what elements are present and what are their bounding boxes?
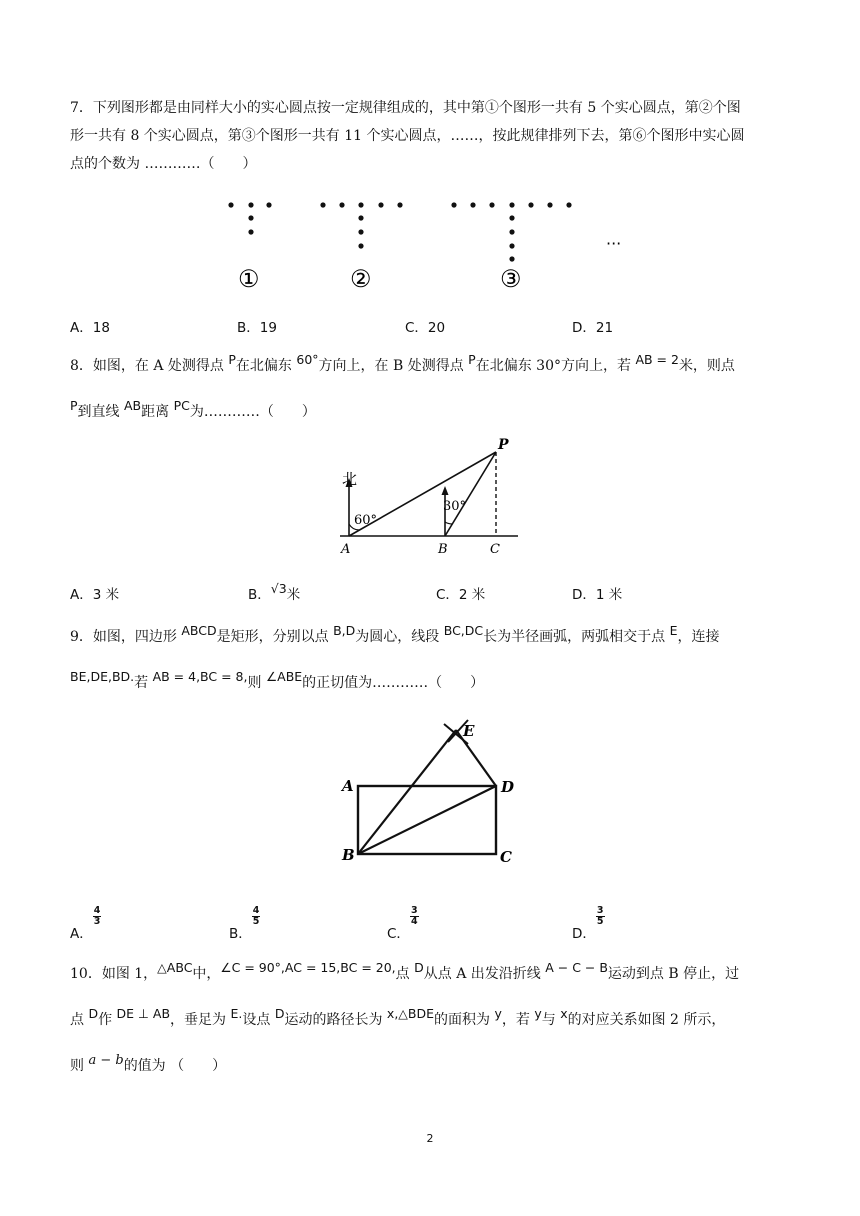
point-e-label: E bbox=[463, 722, 475, 740]
figure-label-2: ② bbox=[350, 265, 372, 293]
q9-text-line1: 9．如图，四边形 ABCD是矩形，分别以点 B,D为圆心，线段 BC,DC长为半径画弧，两弧相交于点 E，连接 bbox=[70, 623, 720, 645]
point-c-label: C bbox=[490, 542, 500, 557]
figure-label-3: ③ bbox=[500, 265, 522, 293]
q9-rectangle-figure bbox=[336, 714, 536, 869]
q7-option-a: A．18 bbox=[70, 320, 110, 336]
point-d-label: D bbox=[501, 778, 515, 796]
q7-text-line2: 形一共有 8 个实心圆点，第③个图形一共有 11 个实心圆点，……，按此规律排列下去，第⑥个图形中实心圆 bbox=[70, 128, 745, 144]
q7-option-b: B．19 bbox=[237, 320, 277, 336]
point-a-label: A bbox=[341, 542, 351, 557]
ellipsis-label: ··· bbox=[606, 234, 622, 253]
point-b-label: B bbox=[342, 846, 355, 864]
figure-2-dots bbox=[320, 202, 402, 248]
q9-option-a: A． $\frac{4}{3}$ bbox=[70, 905, 101, 942]
q8-text-line1: 8．如图，在 A 处测得点 P在北偏东 60°方向上，在 B 处测得点 P在北偏东 30°方向上，若 AB = 2米，则点 bbox=[70, 352, 735, 374]
point-a-label: A bbox=[342, 777, 354, 795]
q7-option-d: D．21 bbox=[572, 320, 614, 336]
point-c-label: C bbox=[500, 848, 512, 866]
q8-option-a: A．3 米 bbox=[70, 587, 120, 603]
q7-option-c: C．20 bbox=[405, 320, 446, 336]
q8-option-b: B．√3米 bbox=[248, 581, 301, 603]
q9-option-b: B． $\frac{4}{5}$ bbox=[229, 905, 260, 942]
q8-text-line2: P到直线 AB距离 PC为…………（ ） bbox=[70, 398, 316, 420]
q9-option-d: D． $\frac{3}{5}$ bbox=[572, 905, 604, 942]
page-number: 2 bbox=[426, 1132, 434, 1145]
q7-dot-pattern-figure bbox=[220, 195, 630, 295]
q10-text-line2: 点 D作 DE ⊥ AB，垂足为 E.设点 D运动的路径长为 x,△BDE的面积为 y，若 y与 x的对应关系如图 2 所示， bbox=[70, 1006, 726, 1028]
q7-text-line1: 7．下列图形都是由同样大小的实心圆点按一定规律组成的，其中第①个图形一共有 5 个实心圆点，第②个图 bbox=[70, 100, 741, 116]
point-b-label: B bbox=[438, 542, 448, 557]
figure-3-dots bbox=[451, 202, 571, 261]
angle-30-label: 30° bbox=[443, 499, 467, 514]
q8-option-d: D．1 米 bbox=[572, 587, 623, 603]
north-label: 北 bbox=[342, 470, 358, 488]
q10-text-line3: 则 a − b的值为 （ ） bbox=[70, 1053, 227, 1074]
q10-text-line1: 10．如图 1，△ABC中，∠C = 90°,AC = 15,BC = 20,点 D从点 A 出发沿折线 A − C − B运动到点 B 停止，过 bbox=[70, 960, 740, 982]
q7-text-line3: 点的个数为 …………（ ） bbox=[70, 156, 257, 172]
figure-1-dots bbox=[228, 202, 271, 234]
q8-bearing-figure bbox=[330, 432, 530, 562]
figure-label-1: ① bbox=[238, 265, 260, 293]
q9-option-c: C． $\frac{3}{4}$ bbox=[387, 905, 418, 942]
point-p-label: P bbox=[498, 437, 509, 453]
q9-text-line2: BE,DE,BD.若 AB = 4,BC = 8,则 ∠ABE的正切值为…………（ ） bbox=[70, 669, 485, 691]
angle-60-label: 60° bbox=[354, 513, 378, 528]
q8-option-c: C．2 米 bbox=[436, 587, 486, 603]
